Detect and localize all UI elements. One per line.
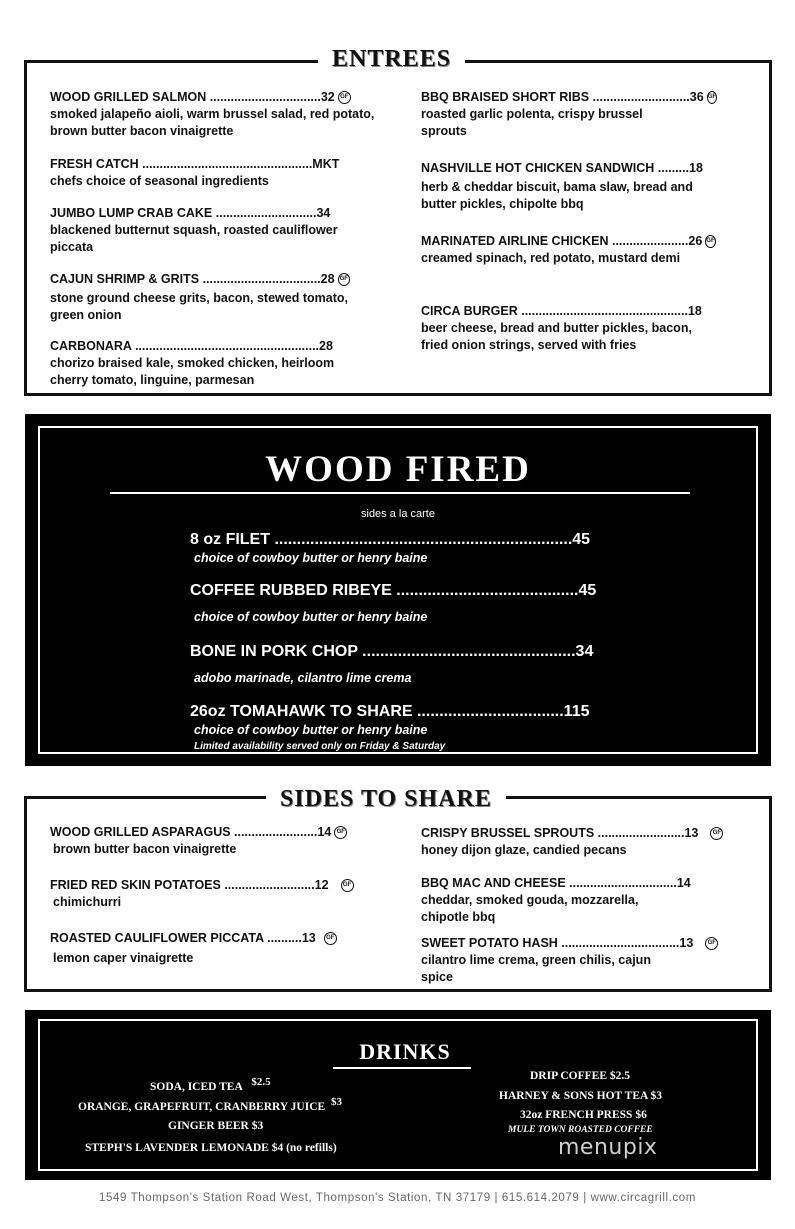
wood-fired-title: WOOD FIRED bbox=[265, 449, 531, 490]
menu-item: CIRCA BURGER ................................................18 beer cheese, bread and butter pickles, bacon, fried onion strings, served with fries bbox=[421, 304, 702, 352]
menu-item: BBQ MAC AND CHEESE ...............................14 cheddar, smoked gouda, mozzarella, chipotle bbq bbox=[421, 876, 691, 924]
menu-item: ROASTED CAULIFLOWER PICCATA ..........13 GF lemon caper vinaigrette bbox=[50, 930, 395, 967]
menu-item: WOOD GRILLED ASPARAGUS ........................14 GF brown butter bacon vinaigrette bbox=[50, 824, 395, 858]
drink-item: 32oz FRENCH PRESS $6 bbox=[520, 1109, 647, 1121]
drink-item: DRIP COFFEE $2.5 bbox=[530, 1070, 630, 1082]
gluten-free-icon: GF bbox=[705, 937, 718, 950]
menu-item: COFFEE RUBBED RIBEYE .........................................45 choice of cowboy butter or henry baine bbox=[190, 582, 597, 624]
drink-item: HARNEY & SONS HOT TEA $3 bbox=[499, 1090, 663, 1102]
menu-item: CRISPY BRUSSEL SPROUTS .........................13 GF honey dijon glaze, candied pecans bbox=[421, 825, 766, 859]
footer-address: 1549 Thompson's Station Road West, Thompson's Station, TN 37179 | 615.614.2079 | www.circagrill.com bbox=[99, 1192, 696, 1204]
menu-item: MARINATED AIRLINE CHICKEN ......................26 GF creamed spinach, red potato, mustard demi bbox=[421, 234, 715, 265]
menu-item: BBQ BRAISED SHORT RIBS ............................36 GF roasted garlic polenta, crispy brussel sprouts bbox=[421, 90, 717, 138]
divider bbox=[110, 492, 690, 494]
drink-item: SODA, ICED TEA $^{\$2.5}$ bbox=[150, 1076, 271, 1093]
menu-item: 26oz TOMAHAWK TO SHARE .................................115 choice of cowboy butter or henry baine Limited availability served only on Friday & Saturday bbox=[190, 703, 590, 752]
menu-item: WOOD GRILLED SALMON ................................32 GF smoked jalapeño aioli, warm brussel salad, red potato, brown butter bacon vinaigrette bbox=[50, 90, 375, 138]
gluten-free-icon: GF bbox=[334, 826, 347, 839]
menu-item: JUMBO LUMP CRAB CAKE .............................34 blackened butternut squash, roasted cauliflower piccata bbox=[50, 206, 338, 254]
gluten-free-icon: GF bbox=[710, 827, 723, 840]
menu-item: CAJUN SHRIMP & GRITS ..................................28 GF stone ground cheese grits, bacon, stewed tomato, green onion bbox=[50, 271, 350, 324]
gluten-free-icon: GF bbox=[705, 235, 715, 248]
gluten-free-icon: GF bbox=[341, 879, 354, 892]
sides-title: SIDES TO SHARE bbox=[266, 786, 506, 813]
drink-item: GINGER BEER $3 bbox=[168, 1120, 264, 1132]
wood-fired-frame bbox=[38, 426, 758, 754]
entrees-title: ENTREES bbox=[318, 46, 465, 73]
wood-fired-subtitle: sides a la carte bbox=[361, 508, 435, 520]
menu-item: SWEET POTATO HASH ..................................13 GF cilantro lime crema, green chilis, cajun spice bbox=[421, 935, 766, 986]
gluten-free-icon: GF bbox=[338, 273, 350, 286]
drink-item: STEPH'S LAVENDER LEMONADE $4 (no refills) bbox=[85, 1142, 337, 1154]
watermark: menupix bbox=[558, 1135, 658, 1160]
gluten-free-icon: GF bbox=[324, 932, 337, 945]
drink-item: ORANGE, GRAPEFRUIT, CRANBERRY JUICE $^{\$3}$ bbox=[78, 1096, 342, 1113]
menu-item: BONE IN PORK CHOP ................................................34 adobo marinade, cilantro lime crema bbox=[190, 643, 594, 685]
menu-item: CARBONARA .....................................................28 chorizo braised kale, smoked chicken, heirloom cherry tomato, linguine, parmesan bbox=[50, 339, 335, 387]
wood-fired-section bbox=[25, 414, 771, 766]
drinks-section bbox=[25, 1010, 771, 1180]
menu-item: FRESH CATCH .................................................MKT chefs choice of seasonal ingredients bbox=[50, 157, 340, 188]
menu-item: NASHVILLE HOT CHICKEN SANDWICH .........18 herb & cheddar biscuit, bama slaw, bread and butter pickles, chipolte bbq bbox=[421, 161, 703, 211]
divider bbox=[333, 1067, 471, 1069]
menu-item: 8 oz FILET ...................................................................45 choice of cowboy butter or henry baine bbox=[190, 531, 591, 565]
gluten-free-icon: GF bbox=[707, 91, 717, 104]
menu-item: FRIED RED SKIN POTATOES ..........................12 GF chimichurri bbox=[50, 877, 395, 911]
drink-item: MULE TOWN ROASTED COFFEE bbox=[508, 1125, 653, 1135]
drinks-title: DRINKS bbox=[359, 1039, 451, 1064]
gluten-free-icon: GF bbox=[338, 91, 351, 104]
